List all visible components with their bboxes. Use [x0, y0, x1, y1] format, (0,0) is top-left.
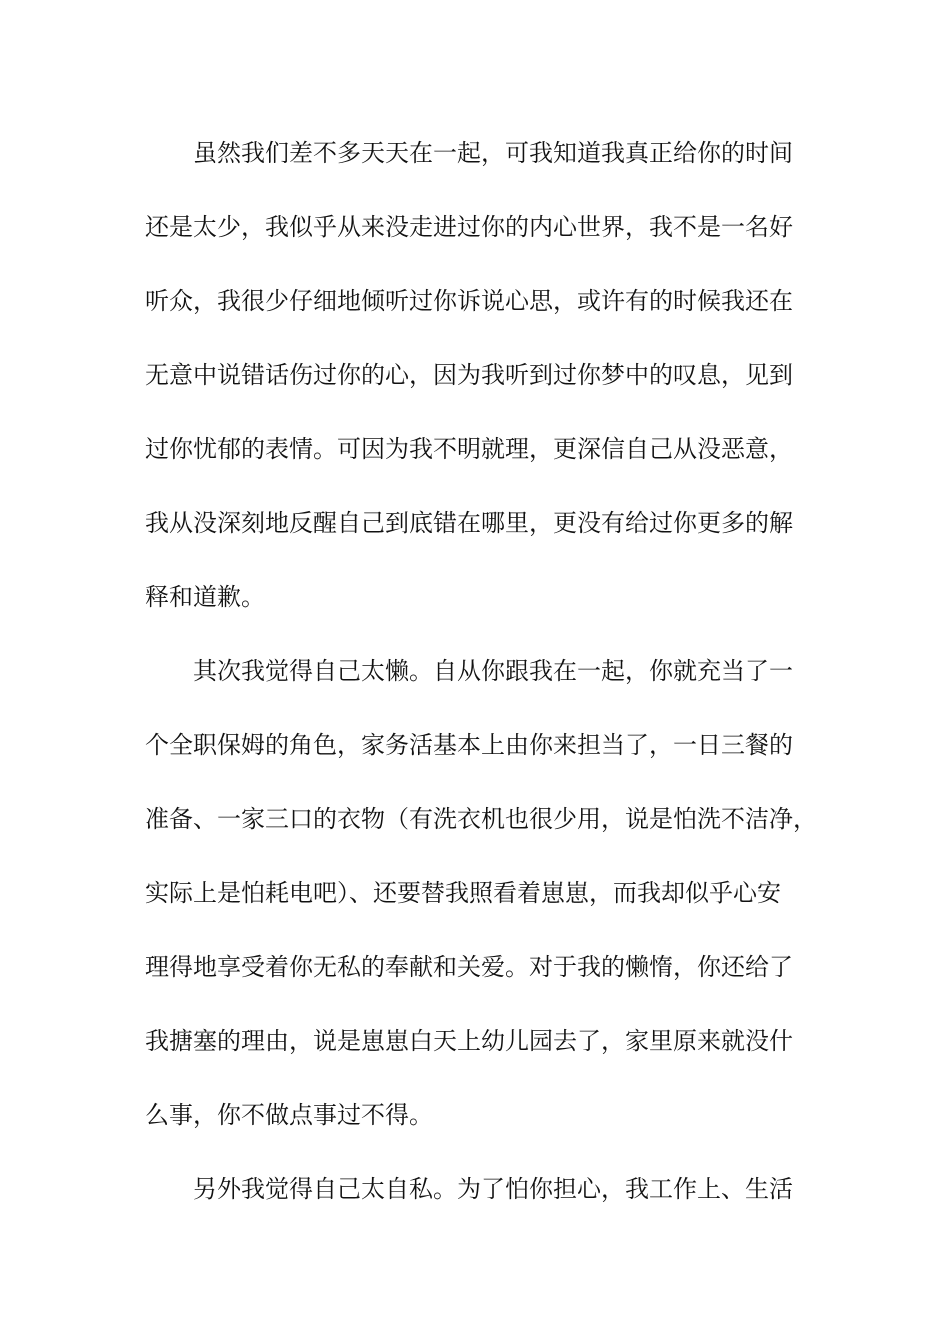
- text-line: [0, 133, 950, 173]
- text-line: [0, 281, 950, 321]
- line-text: 虽然我们差不多天天在一起，可我知道我真正给你的时间: [193, 139, 793, 167]
- line-text: 释和道歉。: [145, 583, 265, 611]
- line-text: 其次我觉得自己太懒。自从你跟我在一起，你就充当了一: [193, 657, 793, 685]
- text-line: [0, 1169, 950, 1209]
- text-line: [0, 577, 950, 617]
- text-line: [0, 503, 950, 543]
- line-text: 我搪塞的理由，说是崽崽白天上幼儿园去了，家里原来就没什: [145, 1027, 793, 1055]
- text-line: [0, 947, 950, 987]
- line-text: 听众，我很少仔细地倾听过你诉说心思，或许有的时候我还在: [145, 287, 793, 315]
- text-line: [0, 725, 950, 765]
- text-line: [0, 799, 950, 839]
- text-line: [0, 207, 950, 247]
- text-line: [0, 651, 950, 691]
- text-line: [0, 1021, 950, 1061]
- text-line: [0, 429, 950, 469]
- line-text: 么事，你不做点事过不得。: [145, 1101, 433, 1129]
- line-text: 过你忧郁的表情。可因为我不明就理，更深信自己从没恶意，: [145, 435, 793, 463]
- text-line: [0, 1095, 950, 1135]
- line-text: 理得地享受着你无私的奉献和关爱。对于我的懒惰，你还给了: [145, 953, 793, 981]
- line-text: 实际上是怕耗电吧）、还要替我照看着崽崽，而我却似乎心安: [145, 879, 781, 907]
- text-line: [0, 873, 950, 913]
- text-line: [0, 355, 950, 395]
- line-text: 另外我觉得自己太自私。为了怕你担心，我工作上、生活: [193, 1175, 793, 1203]
- line-text: 还是太少，我似乎从来没走进过你的内心世界，我不是一名好: [145, 213, 793, 241]
- line-text: 我从没深刻地反醒自己到底错在哪里，更没有给过你更多的解: [145, 509, 793, 537]
- line-text: 无意中说错话伤过你的心，因为我听到过你梦中的叹息，见到: [145, 361, 793, 389]
- line-text: 准备、一家三口的衣物（有洗衣机也很少用，说是怕洗不洁净，: [145, 805, 817, 833]
- line-text: 个全职保姆的角色，家务活基本上由你来担当了，一日三餐的: [145, 731, 793, 759]
